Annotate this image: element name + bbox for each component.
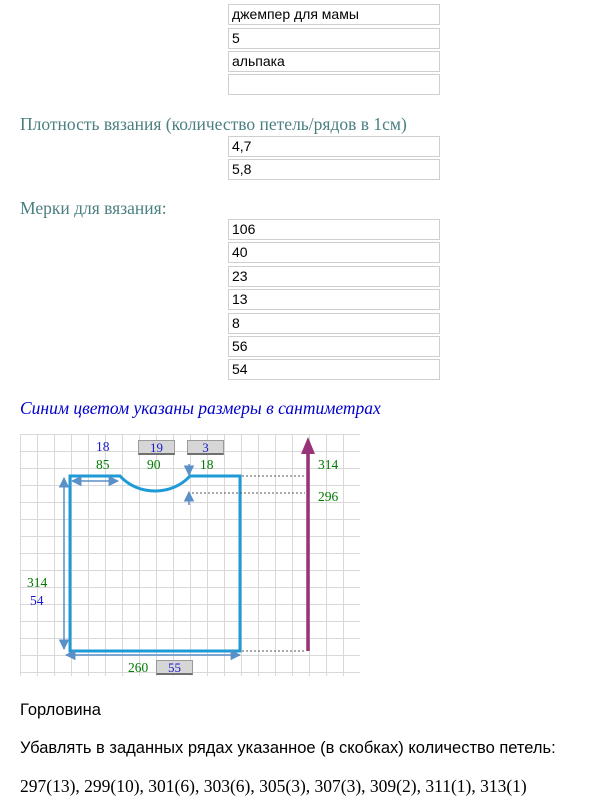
measurements-title: Мерки для вязания: <box>20 198 167 218</box>
shoulder-stitches: 85 <box>96 457 110 472</box>
measurement-field[interactable]: 40 <box>228 242 440 263</box>
neck-depth-rows: 18 <box>200 457 214 472</box>
measurement-field[interactable]: 23 <box>228 266 440 287</box>
height-rows: 314 <box>27 575 48 590</box>
gauge-horizontal-field[interactable]: 4,7 <box>228 136 440 157</box>
yarn-field[interactable]: альпака <box>228 51 440 72</box>
gauge-vertical-field[interactable]: 5,8 <box>228 159 440 180</box>
measurement-field[interactable]: 54 <box>228 359 440 380</box>
rows-arrow-head <box>301 437 315 454</box>
width-cm-box[interactable]: 55 <box>156 660 193 675</box>
measurement-field[interactable]: 56 <box>228 336 440 357</box>
pattern-field[interactable] <box>228 74 440 95</box>
shoulder-cm: 18 <box>96 439 110 454</box>
width-stitches: 260 <box>128 660 149 675</box>
measurement-field[interactable]: 8 <box>228 313 440 334</box>
neck-stitches: 90 <box>147 457 161 472</box>
pattern-diagram <box>20 434 360 676</box>
units-note: Синим цветом указаны размеры в сантиметрах <box>20 398 381 418</box>
neck-start-row: 296 <box>318 489 339 504</box>
neckline-title: Горловина <box>20 701 101 719</box>
neck-depth-cm-box[interactable]: 3 <box>187 440 224 455</box>
height-cm: 54 <box>30 593 44 608</box>
neck-width-cm-box[interactable]: 19 <box>138 440 175 455</box>
garment-outline <box>70 476 240 651</box>
name-field[interactable]: джемпер для мамы <box>228 4 440 25</box>
measurement-field[interactable]: 13 <box>228 289 440 310</box>
pattern-outline-svg <box>20 434 360 676</box>
needles-field[interactable]: 5 <box>228 28 440 49</box>
neckline-rows: 297(13), 299(10), 301(6), 303(6), 305(3), 307(3), 309(2), 311(1), 313(1) <box>20 776 527 796</box>
total-rows: 314 <box>318 457 339 472</box>
measurement-field[interactable]: 106 <box>228 219 440 240</box>
neckline-instruction: Убавлять в заданных рядах указанное (в скобках) количество петель: <box>20 739 556 757</box>
gauge-title: Плотность вязания (количество петель/рядов в 1см) <box>20 114 407 134</box>
